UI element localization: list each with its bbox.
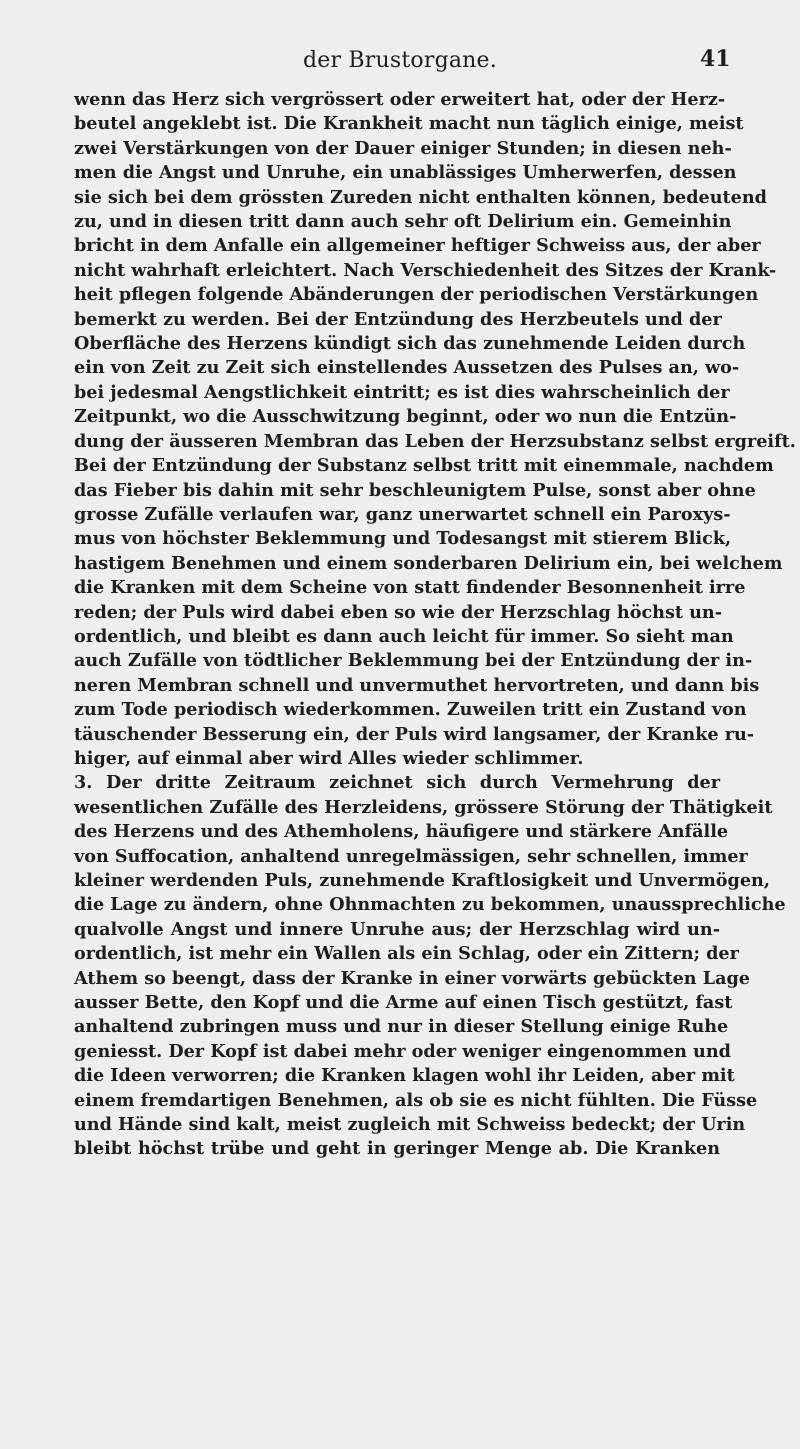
text-line: wesentlichen Zufälle des Herzleidens, grössere Störung der Thätigkeit bbox=[74, 796, 773, 818]
text-line: das Fieber bis dahin mit sehr beschleunigtem Pulse, sonst aber ohne bbox=[74, 479, 756, 501]
text-line: von Suffocation, anhaltend unregelmässigen, sehr schnellen, immer bbox=[74, 845, 748, 867]
text-line: wenn das Herz sich vergrössert oder erweitert hat, oder der Herz- bbox=[74, 89, 726, 110]
text-line: bleibt höchst trübe und geht in geringer Menge ab. Die Kranken bbox=[74, 1138, 720, 1160]
body-text bbox=[74, 88, 796, 1162]
text-line: Bei der Entzündung der Substanz selbst tritt mit einemmale, nachdem bbox=[74, 455, 774, 477]
text-line: men die Angst und Unruhe, ein unablässiges Umherwerfen, dessen bbox=[74, 162, 737, 184]
text-line: bricht in dem Anfalle ein allgemeiner heftiger Schweiss aus, der aber bbox=[74, 235, 761, 257]
text-line: die Lage zu ändern, ohne Ohnmachten zu bekommen, unaussprechliche bbox=[74, 894, 786, 916]
text-line: geniesst. Der Kopf ist dabei mehr oder weniger eingenommen und bbox=[74, 1040, 731, 1062]
text-line: des Herzens und des Athemholens, häufigere und stärkere Anfälle bbox=[74, 821, 729, 843]
text-line: ausser Bette, den Kopf und die Arme auf einen Tisch gestützt, fast bbox=[74, 992, 733, 1014]
text-line: hastigem Benehmen und einem sonderbaren Delirium ein, bei welchem bbox=[74, 552, 783, 574]
text-line: die Ideen verworren; die Kranken klagen wohl ihr Leiden, aber mit bbox=[74, 1065, 735, 1087]
text-line: anhaltend zubringen muss und nur in dieser Stellung einige Ruhe bbox=[74, 1016, 729, 1038]
text-line: bemerkt zu werden. Bei der Entzündung des Herzbeutels und der bbox=[74, 308, 722, 330]
text-line: Athem so beengt, dass der Kranke in einer vorwärts gebückten Lage bbox=[74, 967, 750, 989]
text-line: heit pflegen folgende Abänderungen der periodischen Verstärkungen bbox=[74, 284, 759, 306]
text-line: zwei Verstärkungen von der Dauer einiger Stunden; in diesen neh- bbox=[74, 137, 732, 159]
text-line: qualvolle Angst und innere Unruhe aus; der Herzschlag wird un- bbox=[74, 918, 720, 940]
text-line: mus von höchster Beklemmung und Todesangst mit stierem Blick, bbox=[74, 528, 732, 550]
page-number: 41 bbox=[700, 46, 731, 72]
text-line: zu, und in diesen tritt dann auch sehr oft Delirium ein. Gemeinhin bbox=[74, 211, 732, 233]
text-line: die Kranken mit dem Scheine von statt findender Besonnenheit irre bbox=[74, 577, 746, 599]
section-3-start-line: 3. Der dritte Zeitraum zeichnet sich durch Vermehrung der bbox=[74, 772, 720, 794]
text-line: zum Tode periodisch wiederkommen. Zuweilen tritt ein Zustand von bbox=[74, 699, 747, 721]
text-line: neren Membran schnell und unvermuthet hervortreten, und dann bis bbox=[74, 674, 760, 696]
text-line: dung der äusseren Membran das Leben der Herzsubstanz selbst ergreift. bbox=[74, 430, 796, 452]
text-line: ein von Zeit zu Zeit sich einstellendes Aussetzen des Pulses an, wo- bbox=[74, 357, 740, 379]
paragraph-end-line: higer, auf einmal aber wird Alles wieder schlimmer. bbox=[74, 747, 584, 769]
text-line: einem fremdartigen Benehmen, als ob sie es nicht fühlten. Die Füsse bbox=[74, 1089, 758, 1111]
text-line: sie sich bei dem grössten Zureden nicht enthalten können, bedeutend bbox=[74, 186, 767, 208]
text-line: ordentlich, ist mehr ein Wallen als ein Schlag, oder ein Zittern; der bbox=[74, 943, 739, 965]
text-line: nicht wahrhaft erleichtert. Nach Verschiedenheit des Sitzes der Krank- bbox=[74, 259, 777, 281]
running-title: der Brustorgane. bbox=[303, 48, 497, 73]
text-line: reden; der Puls wird dabei eben so wie der Herzschlag höchst un- bbox=[74, 601, 723, 623]
text-line: und Hände sind kalt, meist zugleich mit Schweiss bedeckt; der Urin bbox=[74, 1114, 746, 1136]
text-line: beutel angeklebt ist. Die Krankheit macht nun täglich einige, meist bbox=[74, 113, 744, 135]
text-line: Zeitpunkt, wo die Ausschwitzung beginnt, oder wo nun die Entzün- bbox=[74, 406, 737, 428]
text-line: bei jedesmal Aengstlichkeit eintritt; es ist dies wahrscheinlich der bbox=[74, 381, 730, 403]
text-line: auch Zufälle von tödtlicher Beklemmung bei der Entzündung der in- bbox=[74, 650, 753, 672]
text-line: Oberfläche des Herzens kündigt sich das zunehmende Leiden durch bbox=[74, 333, 746, 355]
text-line: täuschender Besserung ein, der Puls wird langsamer, der Kranke ru- bbox=[74, 723, 755, 745]
page-header bbox=[0, 46, 800, 82]
text-line: grosse Zufälle verlaufen war, ganz unerwartet schnell ein Paroxys- bbox=[74, 503, 731, 525]
text-line: kleiner werdenden Puls, zunehmende Kraftlosigkeit und Unvermögen, bbox=[74, 870, 770, 891]
text-line: ordentlich, und bleibt es dann auch leicht für immer. So sieht man bbox=[74, 625, 734, 647]
